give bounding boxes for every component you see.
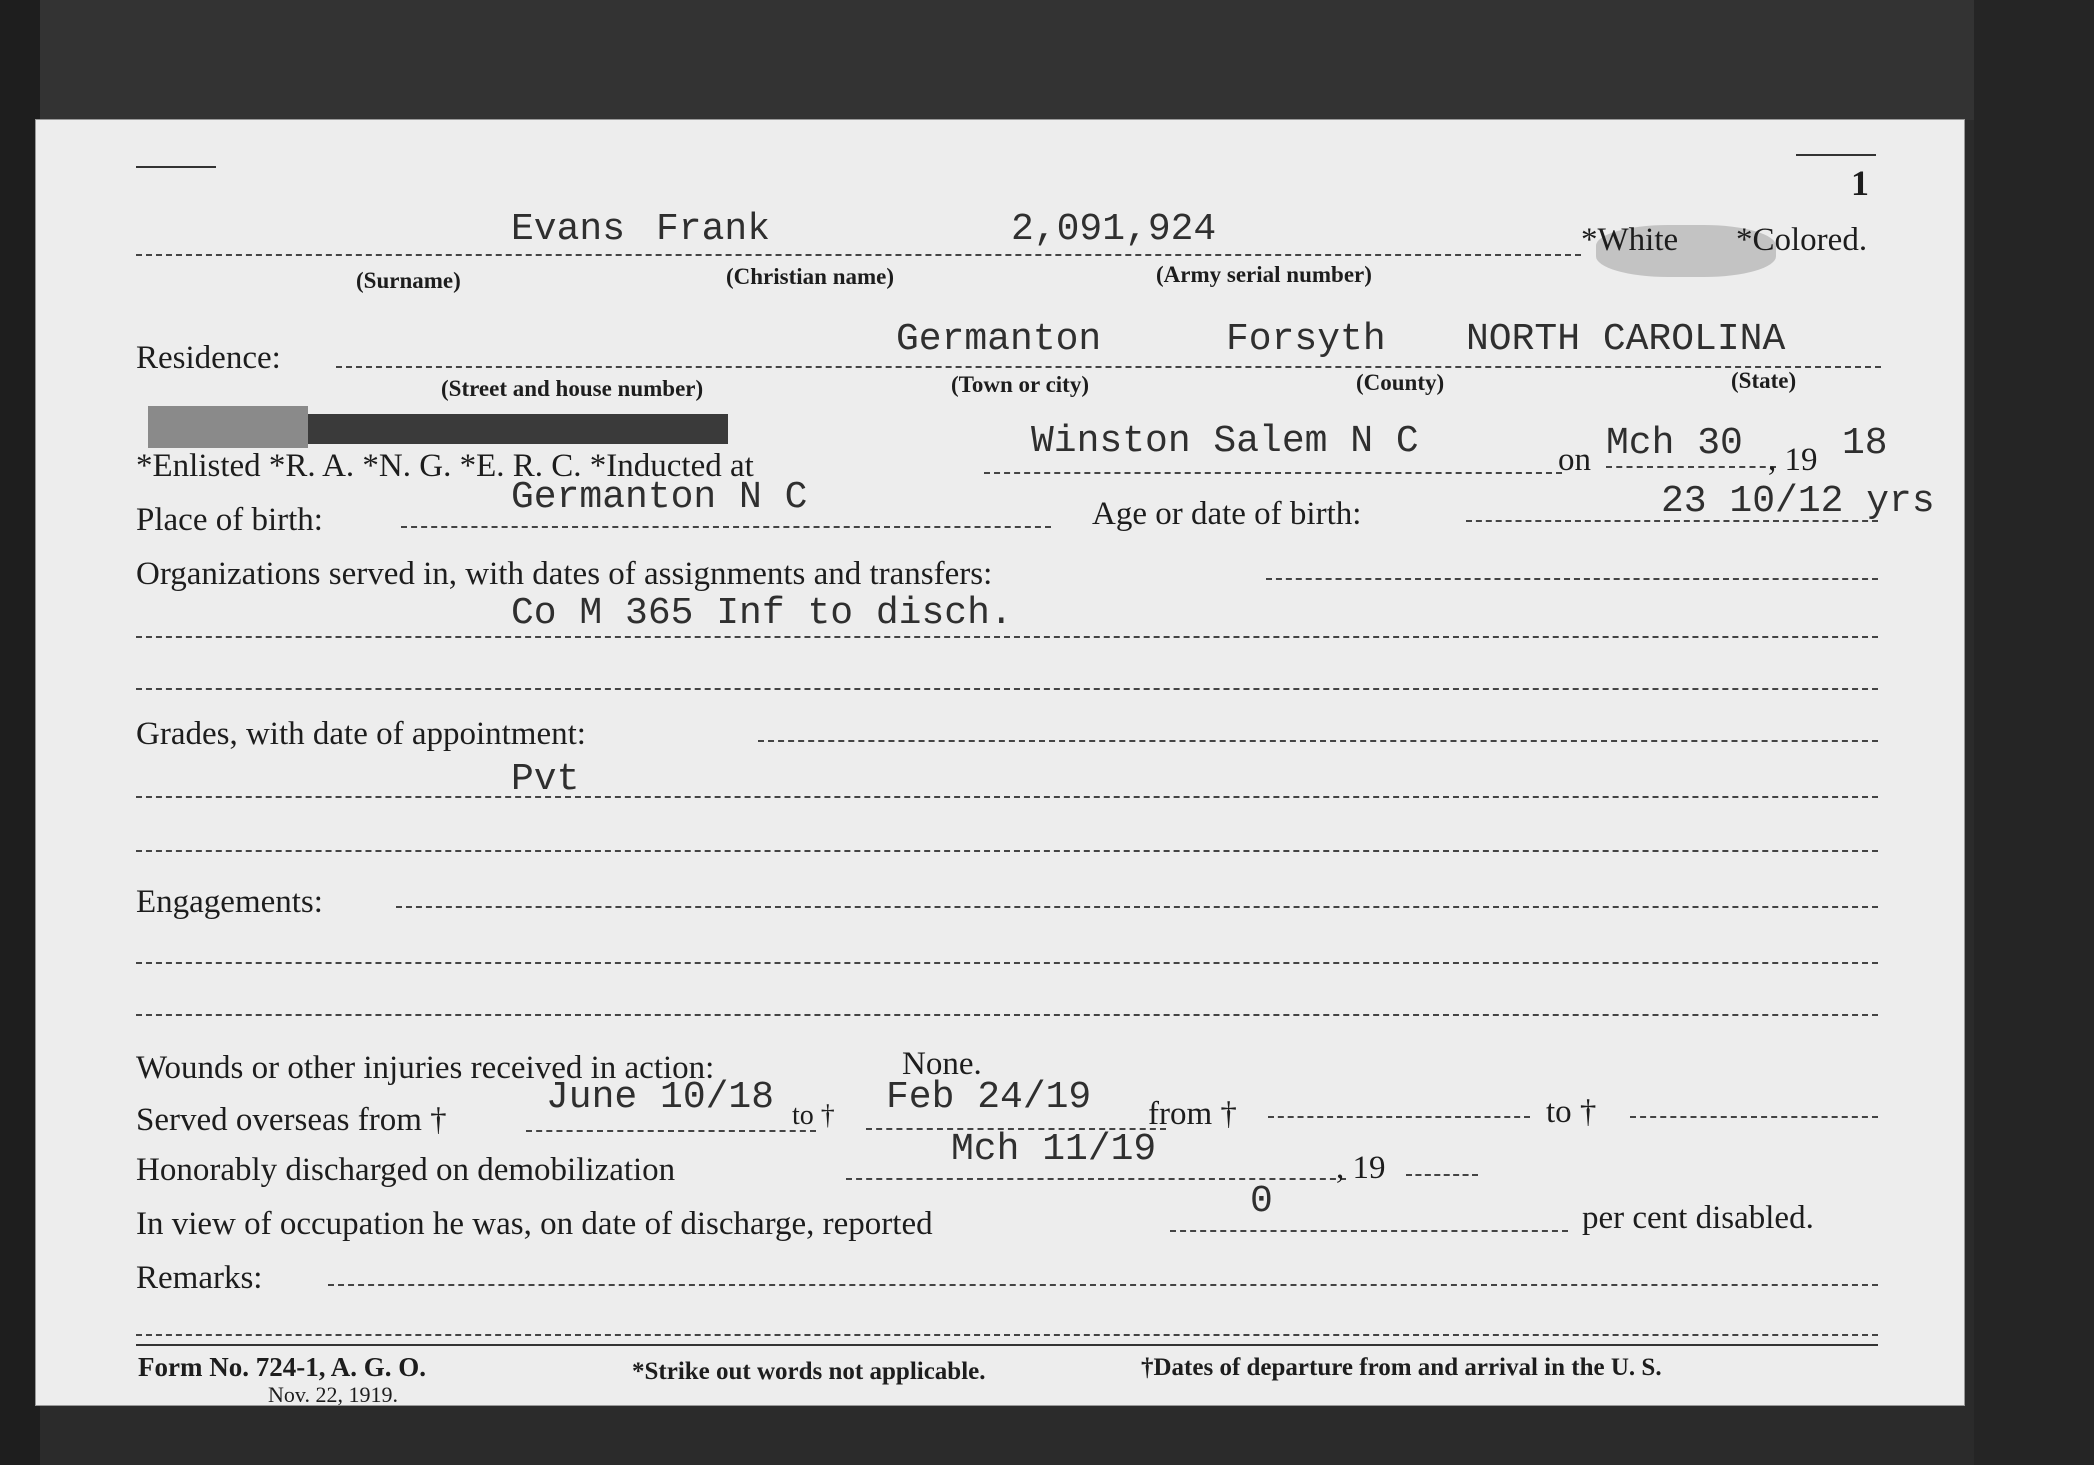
discharge-label: Honorably discharged on demobilization — [136, 1152, 676, 1188]
surname-value: Evans — [511, 208, 626, 251]
disability-line — [1170, 1230, 1568, 1232]
top-left-rule — [136, 166, 216, 168]
redaction-mark — [308, 414, 728, 444]
residence-town: Germanton — [896, 318, 1102, 361]
inducted-year: 18 — [1842, 422, 1888, 465]
remarks-line-1 — [328, 1284, 1878, 1286]
discharge-date: Mch 11/19 — [951, 1128, 1157, 1171]
organizations-line-1 — [1266, 578, 1878, 580]
surname-caption: (Surname) — [356, 268, 461, 293]
remarks-line-2 — [136, 1334, 1878, 1336]
residence-state: NORTH CAROLINA — [1466, 318, 1786, 361]
card-number: 1 — [1851, 163, 1869, 203]
grades-line-3 — [136, 850, 1878, 852]
colored-option: *Colored. — [1736, 222, 1868, 258]
year-prefix: , 19 — [1768, 442, 1818, 478]
county-caption: (County) — [1356, 370, 1445, 395]
overseas-to2-label: to † — [1546, 1094, 1597, 1130]
organizations-label: Organizations served in, with dates of assignments and transfers: — [136, 556, 993, 592]
organizations-value: Co M 365 Inf to disch. — [511, 592, 1013, 635]
residence-label: Residence: — [136, 340, 281, 376]
dates-note: †Dates of departure from and arrival in the U. S. — [1141, 1354, 1662, 1381]
form-date: Nov. 22, 1919. — [268, 1382, 398, 1407]
overseas-from-date: June 10/18 — [546, 1076, 775, 1119]
top-right-rule — [1796, 154, 1876, 156]
age-line — [1466, 520, 1878, 522]
remarks-label: Remarks: — [136, 1260, 263, 1296]
wounds-label: Wounds or other injuries received in action: — [136, 1050, 715, 1086]
age-value: 23 10/12 yrs — [1661, 480, 1935, 523]
overseas-to-label: to † — [792, 1100, 835, 1131]
background-right — [1974, 0, 2094, 1465]
organizations-line-2 — [136, 636, 1878, 638]
engagements-label: Engagements: — [136, 884, 323, 920]
overseas-from2-line — [1268, 1116, 1530, 1118]
background-left — [0, 0, 40, 1465]
inducted-date-line — [1606, 466, 1776, 468]
place-of-birth-label: Place of birth: — [136, 502, 323, 538]
serial-caption: (Army serial number) — [1156, 262, 1372, 287]
wounds-value: None. — [902, 1046, 982, 1082]
engagements-line-1 — [396, 906, 1878, 908]
residence-line — [336, 366, 1881, 368]
town-caption: (Town or city) — [951, 372, 1089, 397]
footer-rule — [136, 1344, 1878, 1346]
disability-label: In view of occupation he was, on date of discharge, reported — [136, 1206, 933, 1242]
service-record-card — [36, 120, 1964, 1405]
engagements-line-2 — [136, 962, 1878, 964]
organizations-line-3 — [136, 688, 1878, 690]
white-option: *White — [1581, 222, 1679, 258]
christian-name-value: Frank — [656, 208, 771, 251]
overseas-from-label: Served overseas from † — [136, 1102, 447, 1138]
grades-line-2 — [136, 796, 1878, 798]
overseas-to2-line — [1630, 1116, 1878, 1118]
redaction-mark — [148, 406, 308, 448]
grades-line-1 — [758, 740, 1878, 742]
state-caption: (State) — [1731, 368, 1797, 393]
grades-value: Pvt — [511, 758, 580, 801]
strike-note: *Strike out words not applicable. — [632, 1358, 986, 1385]
overseas-from2-label: from † — [1148, 1096, 1237, 1132]
on-label: on — [1558, 442, 1591, 478]
place-of-birth-value: Germanton N C — [511, 476, 808, 519]
place-of-birth-line — [401, 526, 1051, 528]
disability-suffix: per cent disabled. — [1582, 1200, 1814, 1236]
residence-county: Forsyth — [1226, 318, 1386, 361]
discharge-year-label: , 19 — [1336, 1150, 1386, 1186]
inducted-place-line — [984, 472, 1562, 474]
background-top — [0, 0, 2094, 120]
form-number: Form No. 724-1, A. G. O. — [138, 1352, 426, 1382]
christian-caption: (Christian name) — [726, 264, 895, 289]
age-label: Age or date of birth: — [1092, 496, 1362, 532]
discharge-year-line — [1406, 1174, 1478, 1176]
serial-number-value: 2,091,924 — [1011, 208, 1217, 251]
enlisted-label: *Enlisted *R. A. *N. G. *E. R. C. *Inducted at — [136, 448, 754, 484]
name-line — [136, 254, 1581, 256]
overseas-to-date: Feb 24/19 — [886, 1076, 1092, 1119]
engagements-line-3 — [136, 1014, 1878, 1016]
inducted-date: Mch 30 — [1606, 422, 1743, 465]
grades-label: Grades, with date of appointment: — [136, 716, 586, 752]
overseas-from-line — [526, 1130, 816, 1132]
disability-value: 0 — [1250, 1180, 1273, 1223]
street-caption: (Street and house number) — [441, 376, 704, 401]
inducted-place: Winston Salem N C — [1031, 420, 1419, 463]
